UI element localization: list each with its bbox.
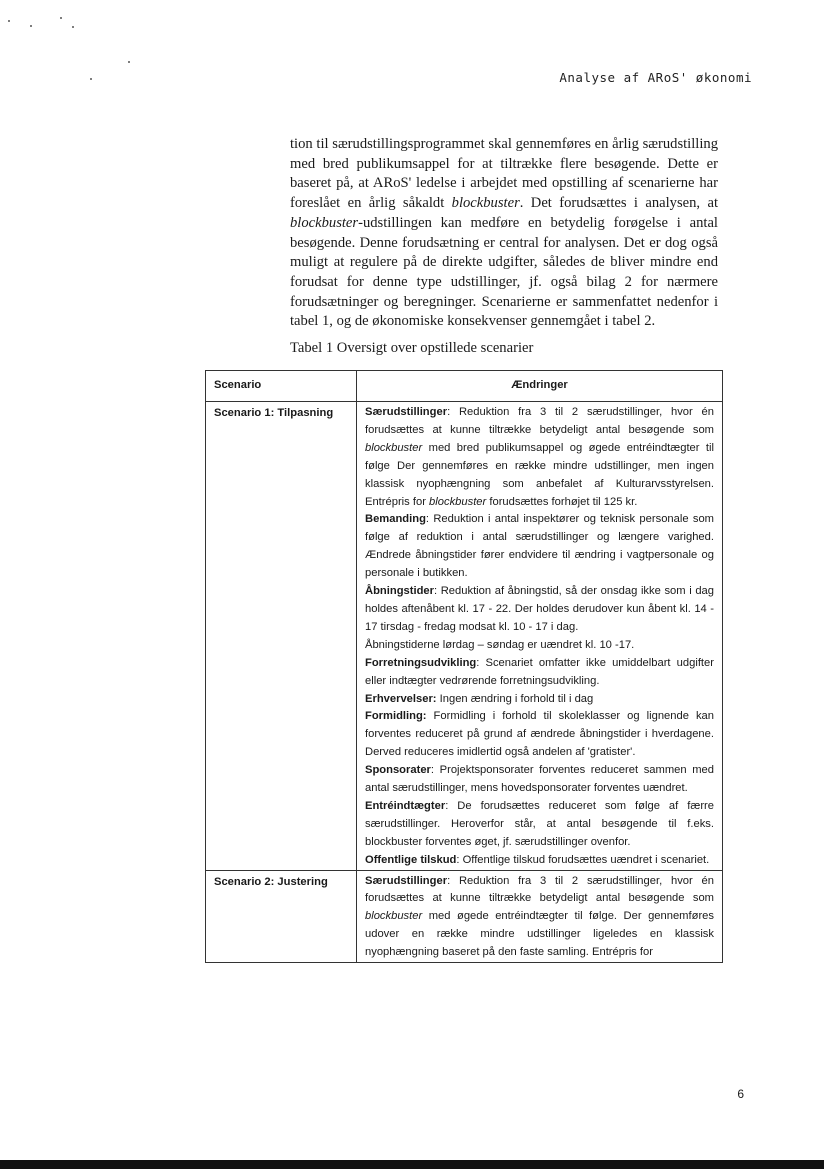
scenario-name: Scenario 1: Tilpasning [206,402,357,871]
change-item: Åbningstider: Reduktion af åbningstid, så der onsdag ikke som i dag holdes aftenåbent kl. 17 - 22. Der holdes derudover kun åbent kl. 14 - 17 tirsdag - fredag modsat kl. 10 - 17 i dag. [365,585,714,633]
scan-edge-bar [0,1160,824,1169]
table-row [206,870,723,963]
running-header: Analyse af ARoS' økonomi [559,70,752,85]
change-item: Særudstillinger: Reduktion fra 3 til 2 særudstillinger, hvor én forudsættes at kunne tiltrække betydeligt antal besøgende som blockbuster med bred publikumsappel og øgede entréindtægter til følge Der gennemføres en række mindre udstillinger, men ingen klassisk nyophængning som anbefalet af Kulturarvsstyrelsen. Entrépris for blockbuster forudsættes forhøjet til 125 kr. [365,406,714,508]
change-item: Bemanding: Reduktion i antal inspektører og teknisk personale som følge af reduktion i antal særudstillinger og længere varighed. Ændrede åbningstider fører endvidere til ændring i vagtpersonale og personale i butikken. [365,513,714,580]
column-header-scenario: Scenario [206,371,357,402]
change-item: Åbningstiderne lørdag – søndag er uændret kl. 10 -17. [365,638,635,651]
change-item: Særudstillinger: Reduktion fra 3 til 2 særudstillinger, hvor én forudsættes at kunne tiltrække betydeligt antal besøgende som blockbuster med øgede entréindtægter til følge. Der gennemføres udover en række mindre udstillinger ligeledes en klassisk nyophængning baseret på den faste samling. Entrépris for [365,874,714,959]
scenario-changes [357,870,723,963]
change-item: Erhvervelser: Ingen ændring i forhold til i dag [365,692,594,705]
change-item: Forretningsudvikling: Scenariet omfatter ikke umiddelbart udgifter eller indtægter vedrørende forretningsudvikling. [365,656,714,687]
change-item: Sponsorater: Projektsponsorater forventes reduceret sammen med antal særudstillinger, mens hovedsponsorater forventes uændret. [365,764,714,795]
change-item: Entréindtægter: De forudsættes reduceret som følge af færre særudstillinger. Heroverfor står, at antal besøgende til f.eks. blockbuster forventes øget, jf. særudstillinger ovenfor. [365,799,714,848]
table-header-row [206,371,723,402]
table-row [206,402,723,871]
body-paragraph: tion til særudstillingsprogrammet skal gennemføres en årlig særudstilling med bred publikumsappel for at tiltrække flere besøgende. Dette er baseret på, at ARoS' ledelse i arbejdet med opstilling af scenarierne har foreslået en årlig såkaldt blockbuster. Det forudsættes i analysen, at blockbuster-udstillingen kan medføre en betydelig forøgelse i antal besøgende. Denne forudsætning er central for analysen. Det er dog også muligt at regulere på de direkte udgifter, således de bliver mindre end forudsat for denne type udstillinger, jf. også bilag 2 for nærmere forudsætninger og beregninger. Scenarierne er sammenfattet nedenfor i tabel 1, og de økonomiske konsekvenser gennemgået i tabel 2. [290,136,718,330]
column-header-changes: Ændringer [357,371,723,402]
scenario-changes [357,402,723,871]
scenario-table [205,370,723,963]
scan-speck [8,20,10,22]
table-caption: Tabel 1 Oversigt over opstillede scenarier [290,340,534,356]
scan-speck [30,25,32,27]
scan-speck [72,26,74,28]
page-number: 6 [737,1087,744,1101]
change-item: Formidling: Formidling i forhold til skoleklasser og lignende kan forventes reduceret på grund af ændrede åbningstider i hverdagene. Derved reduceres imidlertid også andelen af 'gratister'. [365,710,714,759]
change-item: Offentlige tilskud: Offentlige tilskud forudsættes uændret i scenariet. [365,853,710,866]
scan-speck [60,17,62,19]
scan-speck [90,78,92,80]
scan-speck [128,61,130,63]
scenario-name: Scenario 2: Justering [206,870,357,963]
